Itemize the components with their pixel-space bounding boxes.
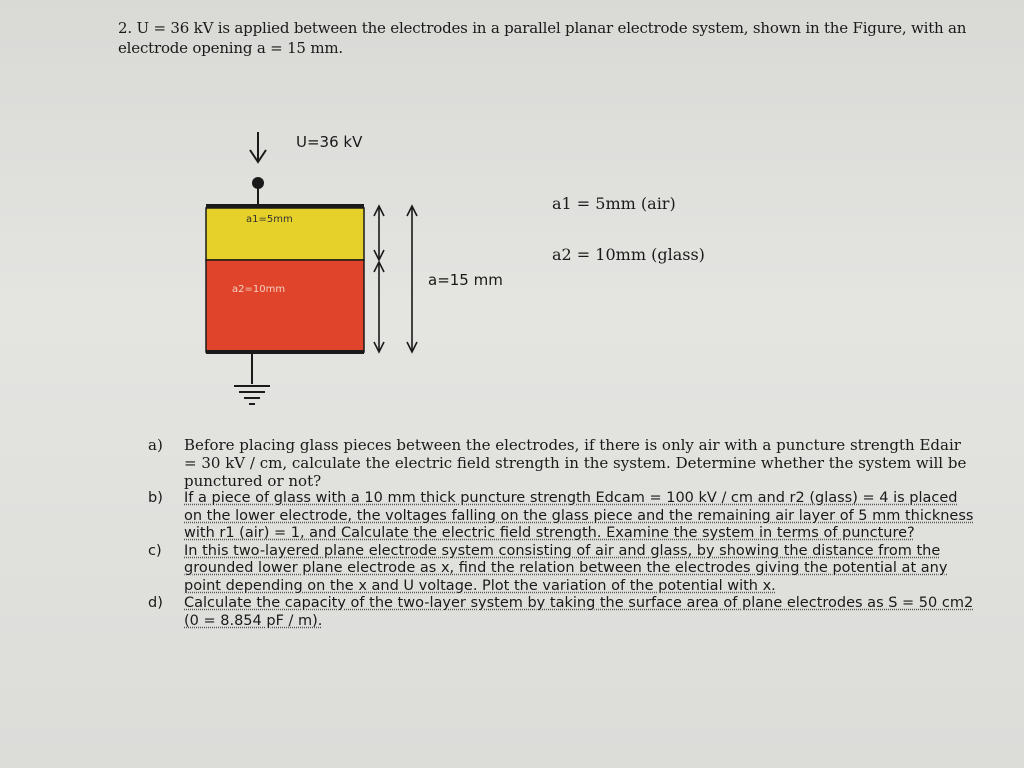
- bottom-electrode: [206, 350, 364, 354]
- a-label: a=15 mm: [428, 271, 503, 289]
- problem-statement: 2. U = 36 kV is applied between the electrodes in a parallel planar electrode system, shown in the Figure, with an electrode opening a = 15 mm.: [118, 19, 967, 57]
- question-list: [148, 436, 978, 630]
- a2-dimension-arrow-icon: [374, 262, 384, 352]
- ground-icon: [234, 354, 270, 404]
- question-a-text: Before placing glass pieces between the electrodes, if there is only air with a puncture strength Edair = 30 kV / cm, calculate the electric field strength in the system. Determine whether the system will be punctured or not?: [184, 436, 967, 490]
- a1-dimension-arrow-icon: [374, 206, 384, 260]
- question-a-marker: a): [148, 436, 163, 454]
- air-layer-label: a1=5mm: [246, 214, 293, 225]
- a2-label: a2 = 10mm (glass): [552, 245, 705, 264]
- question-d: [148, 595, 978, 630]
- question-d-text: Calculate the capacity of the two-layer system by taking the surface area of plane electrodes as S = 50 cm2 (0 = 8.854 pF / m).: [184, 595, 974, 629]
- glass-layer-label: a2=10mm: [232, 284, 286, 295]
- question-b-text: If a piece of glass with a 10 mm thick puncture strength Edcam = 100 kV / cm and r2 (glass) = 4 is placed on the lower electrode, the voltages falling on the glass piece and the remaining air layer of 5 mm thickness with r1 (air) = 1, and Calculate the electric field strength. Examine the system in terms of puncture?: [184, 490, 974, 541]
- question-d-marker: d): [148, 595, 163, 611]
- question-c: [148, 543, 978, 596]
- question-c-text: In this two-layered plane electrode system consisting of air and glass, by showing the distance from the grounded lower plane electrode as x, find the relation between the electrodes giving the potential at any point depending on the x and U voltage. Plot the variation of the potential with x.: [184, 542, 948, 594]
- a-dimension-arrow-icon: [407, 206, 417, 352]
- question-c-marker: c): [148, 542, 162, 559]
- question-b-marker: b): [148, 490, 163, 506]
- glass-layer: [206, 260, 364, 352]
- voltage-label: U=36 kV: [296, 133, 363, 151]
- voltage-arrow-icon: [250, 132, 266, 162]
- a1-label: a1 = 5mm (air): [552, 194, 676, 213]
- question-b: [148, 490, 978, 543]
- question-a: [148, 436, 978, 490]
